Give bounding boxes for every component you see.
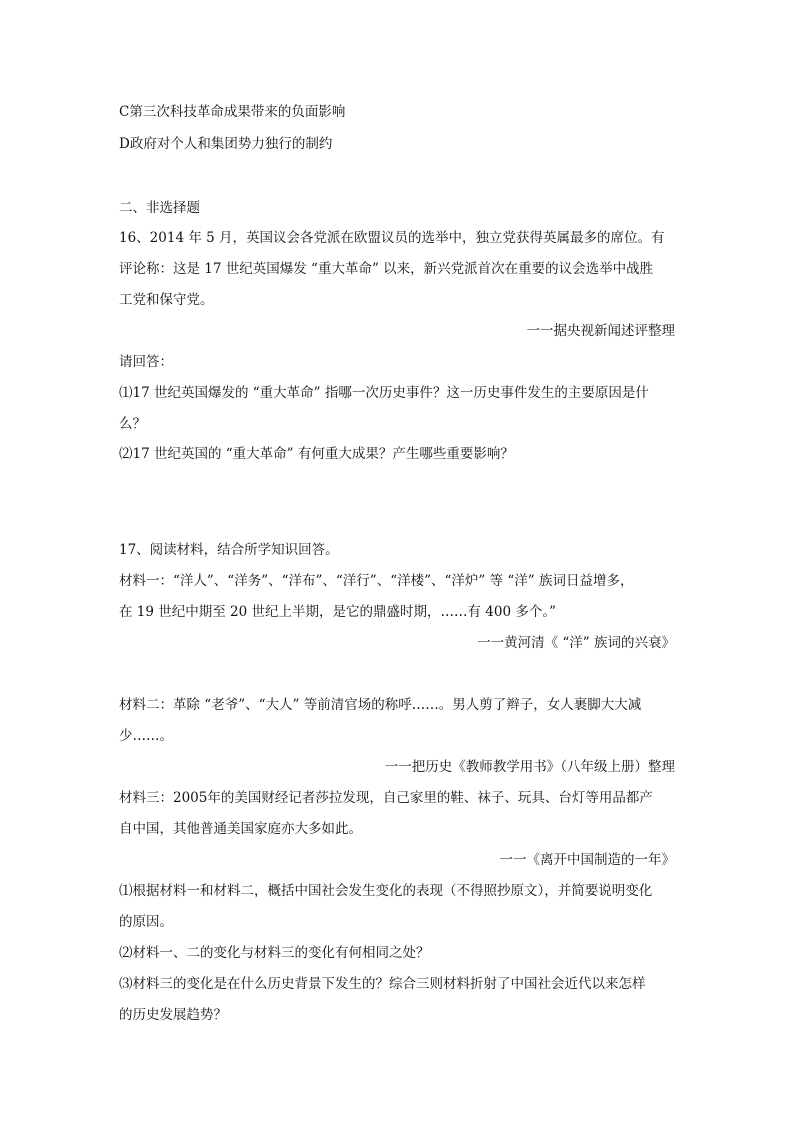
q16-sub1-line1: ⑴17 世纪英国爆发的 “重大革命” 指哪一次历史事件？这一历史事件发生的主要原因是什 [119,385,649,401]
q16-line1: 16、2014 年 5 月，英国议会各党派在欧盟议员的选举中，独立党获得英属最多的席位。有 [119,230,665,246]
q17-m3-line1: 材料三：2005年的美国财经记者莎拉发现，自己家里的鞋、袜子、玩具、台灯等用品都产 [119,790,653,806]
q16-sub1-line2: 么？ [119,416,146,432]
q17-sub2: ⑵材料一、二的变化与材料三的变化有何相同之处？ [119,945,430,961]
q17-m1-line2: 在 19 世纪中期至 20 世纪上半期，是它的鼎盛时期，……有 400 多个。” [119,604,557,620]
q17-sub3-line1: ⑶材料三的变化是在什么历史背景下发生的？综合三则材料折射了中国社会近代以来怎样 [119,976,646,992]
option-d: D政府对个人和集团势力独行的制约 [119,136,333,152]
q17-intro: 17、阅读材料，结合所学知识回答。 [119,542,339,558]
q17-m2-line1: 材料二：革除 “老爷”、“大人” 等前清官场的称呼……。男人剪了辫子，女人裹脚大大减 [119,697,642,713]
q17-m3-line2: 自中国，其他普通美国家庭亦大多如此。 [119,821,362,837]
q17-sub3-line2: 的历史发展趋势？ [119,1007,227,1023]
q17-sub1-line2: 的原因。 [119,914,173,930]
option-c: C第三次科技革命成果带来的负面影响 [119,104,346,120]
q16-line3: 工党和保守党。 [119,292,214,308]
q17-m1-line1: 材料一：“洋人”、“洋务”、“洋布”、“洋行”、“洋楼”、“洋炉” 等 “洋” 族词日益增多， [119,573,634,589]
q16-prompt: 请回答： [119,354,173,370]
section-title: 二、非选择题 [119,200,200,216]
q17-m2-line2: 少……。 [119,728,173,744]
q16-line2: 评论称：这是 17 世纪英国爆发 “重大革命” 以来，新兴党派首次在重要的议会选举中战胜 [119,261,654,277]
q17-sub1-line1: ⑴根据材料一和材料二，概括中国社会发生变化的表现（不得照抄原文），并简要说明变化 [119,883,653,899]
q17-m3-source: 一一《离开中国制造的一年》 [499,852,675,868]
q17-m1-source: 一一黄河清《 “洋” 族词的兴衰》 [477,635,675,651]
q17-m2-source: 一一把历史《教师教学用书》（八年级上册）整理 [384,759,675,775]
q16-source: 一一据央视新闻述评整理 [526,323,675,339]
q16-sub2: ⑵17 世纪英国的 “重大革命” 有何重大成果？产生哪些重要影响？ [119,446,514,462]
